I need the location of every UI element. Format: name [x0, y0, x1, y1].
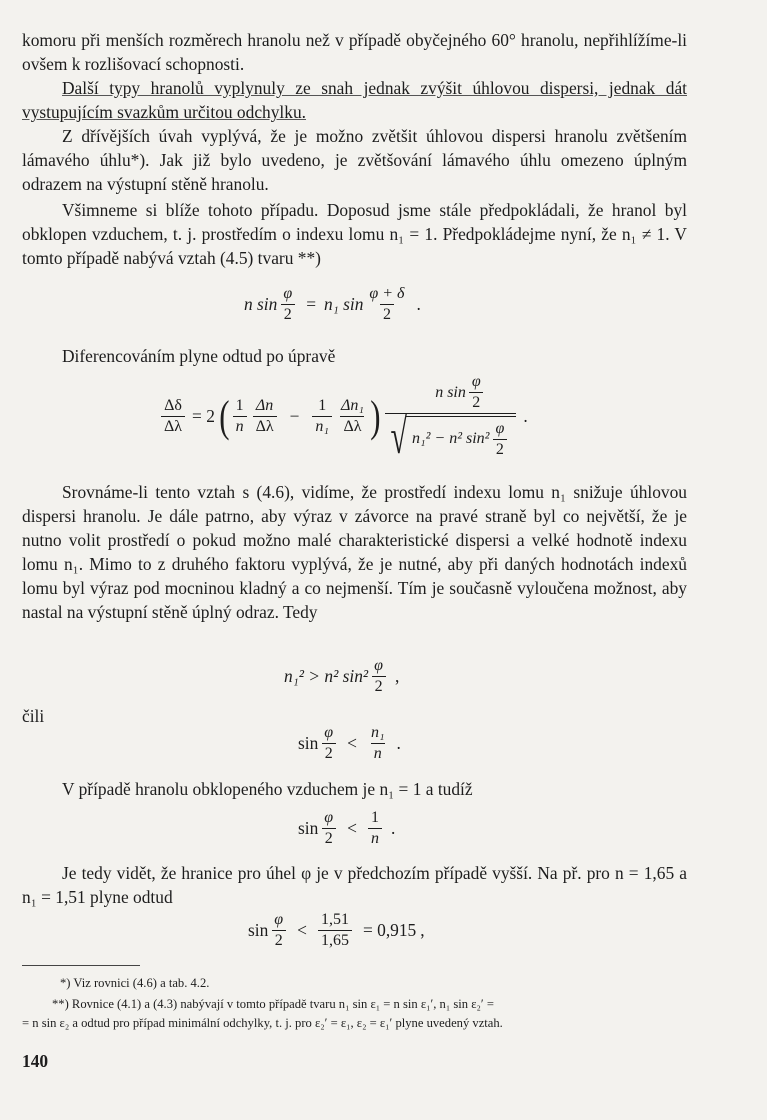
- eq-term: n sin: [244, 293, 278, 314]
- equation-inequality-air: sin $\frac{\varphi}{2}$ < $\frac{1}{n}$ .: [298, 809, 396, 847]
- footnote: = n sin ε₂ a odtud pro případ minimální odchylky, t. j. pro ε₂′ = ε₁, ε₂ = ε₁′ plyne uvedený vztah.: [22, 1016, 503, 1030]
- footnote: *) Viz rovnici (4.6) a tab. 4.2.: [60, 976, 210, 990]
- equation-dispersion: $\frac{\Delta\delta}{\Delta\lambda}$ = 2 ( $\frac{1}{n}$ $\frac{\Delta n}{\Delta\lambda}$ − $\frac{1}{\text{n₁}}$ $\frac{\text{Δn₁}}{\Delta\lambda}$ ) n sin $\frac{\varphi}{2}$ √ n₁² − n² sin² $\frac{\varphi}{2}$ .: [158, 374, 528, 459]
- equation-prism-relation: n sin $\frac{\varphi}{2}$ = n₁ sin $\frac{\varphi + \delta}{2}$ .: [244, 285, 421, 323]
- paragraph: Diferencováním plyne odtud po úpravě: [62, 346, 336, 366]
- footnote: **) Rovnice (4.1) a (4.3) nabývají v tomto případě tvaru n₁ sin ε₁ = n sin ε₁′, n₁ sin ε₂′ =: [52, 997, 494, 1011]
- eq-term: n₁ sin: [324, 293, 364, 314]
- paren-open: (: [219, 391, 230, 441]
- fraction: $\frac{\varphi + \delta}{2}$: [369, 285, 405, 323]
- fraction: $\frac{\Delta\delta}{\Delta\lambda}$: [161, 398, 185, 435]
- paragraph: Z dřívějších úvah vyplývá, že je možno zvětšit úhlovou dispersi hranolu zvětšením lámavého úhlu*). Jak již bylo uvedeno, je zvětšování lámavého úhlu omezeno úplným odrazem na výstupní stěně hranolu.: [22, 126, 687, 194]
- text-column: [22, 28, 687, 270]
- fraction-sqrt: n sin $\frac{\varphi}{2}$ √ n₁² − n² sin² $\frac{\varphi}{2}$: [385, 374, 517, 459]
- paragraph-underlined: Další typy hranolů vyplynuly ze snah jednak zvýšit úhlovou dispersi, jednak dát vystupujícím svazkům určitou odchylku.: [22, 78, 687, 122]
- paren-close: ): [370, 391, 381, 441]
- footnote-rule: [22, 965, 140, 966]
- paragraph: Všimneme si blíže tohoto případu. Doposud jsme stále předpokládali, že hranol byl obklopen vzduchem, t. j. prostředím o indexu lomu n₁ = 1. Předpokládejme nyní, že n₁ ≠ 1. V tomto případě nabývá vztah (4.5) tvaru **): [22, 200, 687, 268]
- paragraph: čili: [22, 706, 45, 726]
- paragraph: Je tedy vidět, že hranice pro úhel φ je v předchozím případě vyšší. Na př. pro n = 1,65 a n₁ = 1,51 plyne odtud: [22, 863, 687, 907]
- equation-inequality-1: n₁² > n² sin² $\frac{\varphi}{2}$ ,: [284, 657, 400, 695]
- paragraph: komoru při menších rozměrech hranolu než v případě obyčejného 60° hranolu, nepřihlížíme-li ovšem k rozlišovací schopnosti.: [22, 30, 687, 74]
- square-root: √ n₁² − n² sin² $\frac{\varphi}{2}$: [385, 414, 517, 459]
- page-number: 140: [22, 1051, 49, 1071]
- equation-numeric: sin $\frac{\varphi}{2}$ < $\frac{1,51}{1,65}$ = 0,915 ,: [248, 911, 425, 949]
- fraction: $\frac{\varphi}{2}$: [280, 286, 295, 323]
- paragraph: Srovnáme-li tento vztah s (4.6), vidíme, že prostředí indexu lomu n₁ snižuje úhlovou dispersi hranolu. Je dále patrno, aby výraz v závorce na pravé straně byl co největší, že je nutno volit prostředí o pokud možno malé charakteristické dispersi a velké hodnotě indexu lomu n₁. Mimo to z druhého faktoru vyplývá, že je nutné, aby při daných hodnotách indexů lomu byl výraz pod mocninou kladný a co nejmenší. Tím je současně vyloučena možnost, aby nastal na výstupní stěně úplný odraz. Tedy: [22, 482, 687, 622]
- equation-inequality-2: sin $\frac{\varphi}{2}$ < $\frac{\text{n₁}}{n}$ .: [298, 724, 401, 762]
- paragraph: V případě hranolu obklopeného vzduchem je n₁ = 1 a tudíž: [62, 779, 473, 799]
